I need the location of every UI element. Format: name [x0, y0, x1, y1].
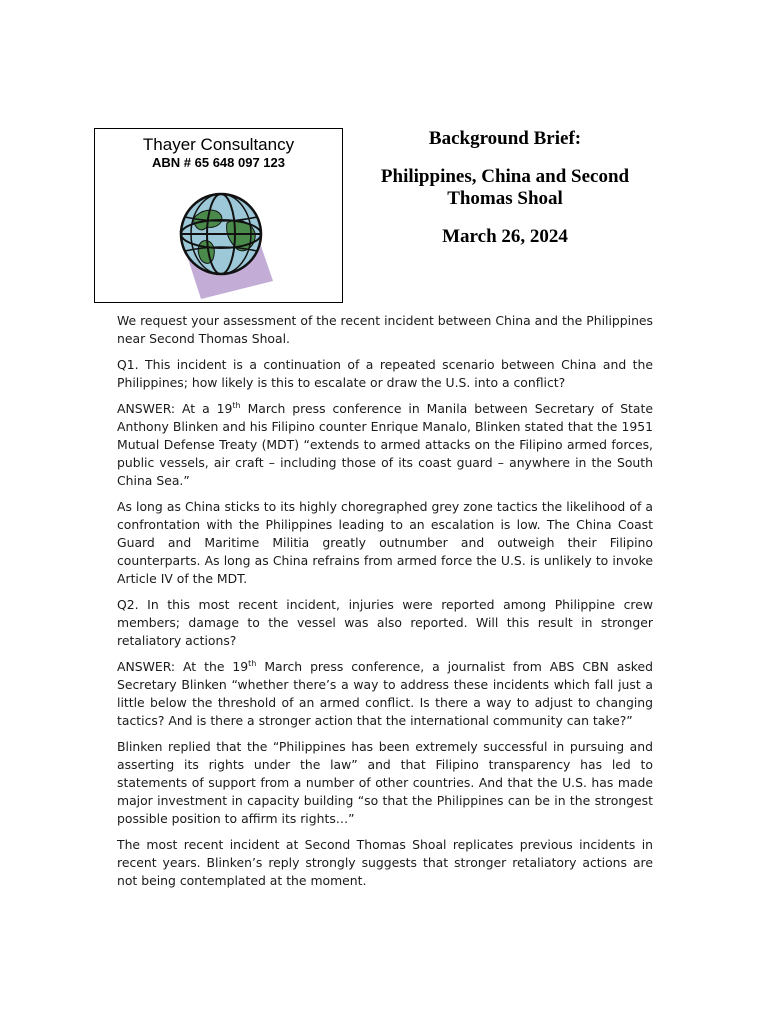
answer-2-suffix: March press conference, a journalist from ABS CBN asked Secretary Blinken “whether there’s a way to address these incidents which fall just a little below the threshold of an armed conflict. Is there a way to adjust to changing tactics? And is there a stronger action that the international community can take?” — [117, 659, 653, 728]
brief-title-block — [360, 128, 650, 248]
answer-2-prefix: ANSWER: At the 19 — [117, 659, 249, 674]
paragraph-question-2: Q2. In this most recent incident, injuries were reported among Philippine crew members; damage to the vessel was also reported. Will this result in stronger retaliatory actions? — [117, 597, 653, 648]
company-name: Thayer Consultancy — [142, 135, 295, 154]
brief-subject: Philippines, China and Second Thomas Shoal — [380, 166, 630, 209]
brief-body — [117, 312, 653, 898]
answer-1-ordinal: th — [232, 400, 241, 410]
brief-date: March 26, 2024 — [442, 226, 568, 247]
answer-1-suffix: March press conference in Manila between Secretary of State Anthony Blinken and his Filipino counter Enrique Manalo, Blinken stated that the 1951 Mutual Defense Treaty (MDT) “extends to armed attacks on the Filipino armed forces, public vessels, air craft – including those of its coast guard – anywhere in the South China Sea.” — [117, 401, 653, 488]
company-logo-box — [94, 128, 343, 303]
paragraph-answer-2 — [117, 658, 653, 730]
paragraph-conclusion: The most recent incident at Second Thomas Shoal replicates previous incidents in recent years. Blinken’s reply strongly suggests that stronger retaliatory actions are not being contemplated at the moment. — [117, 837, 653, 888]
paragraph-blinken-reply: Blinken replied that the “Philippines has been extremely successful in pursuing and asserting its rights under the law” and that Filipino transparency has led to statements of support from a number of other countries. And that the U.S. has made major investment in capacity building “so that the Philippines can be in the strongest possible position to affirm its rights…” — [117, 739, 653, 826]
paragraph-request: We request your assessment of the recent incident between China and the Philippines near Second Thomas Shoal. — [117, 313, 653, 346]
paragraph-answer-1-continued: As long as China sticks to its highly choregraphed grey zone tactics the likelihood of a confrontation with the Philippines leading to an escalation is low. The China Coast Guard and Maritime Militia greatly outnumber and outweigh their Filipino counterparts. As long as China refrains from armed force the U.S. is unlikely to invoke Article IV of the MDT. — [117, 499, 653, 586]
paragraph-answer-1 — [117, 400, 653, 490]
answer-1-prefix: ANSWER: At a 19 — [117, 401, 233, 416]
brief-heading: Background Brief: — [428, 128, 582, 149]
answer-2-ordinal: th — [248, 658, 257, 668]
company-abn: ABN # 65 648 097 123 — [152, 155, 285, 170]
paragraph-question-1: Q1. This incident is a continuation of a repeated scenario between China and the Philippines; how likely is this to escalate or draw the U.S. into a conflict? — [117, 357, 653, 390]
globe-icon — [171, 189, 281, 299]
